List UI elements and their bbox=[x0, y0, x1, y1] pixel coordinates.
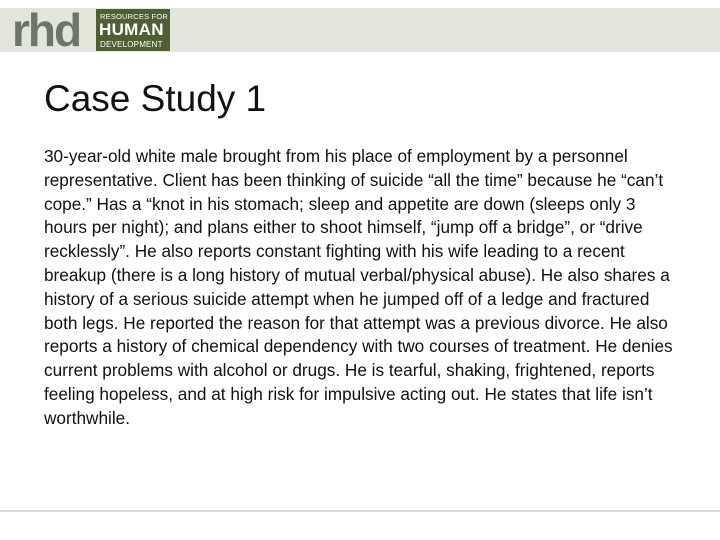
logo-line-1: RESOURCES FOR bbox=[100, 12, 169, 21]
logo-line-3: DEVELOPMENT bbox=[100, 40, 163, 49]
logo-wordmark bbox=[96, 9, 170, 51]
bottom-divider bbox=[0, 510, 720, 512]
logo-line-2: HUMAN bbox=[99, 20, 164, 39]
logo-mark: rhd bbox=[12, 4, 81, 56]
slide-body: 30-year-old white male brought from his place of employment by a personnel representative. Client has been thinking of suicide “all the time” because he “can’t cope.” Has a “knot in his stomach; sleep and appetite are down (sleeps only 3 hours per night); and plans either to shoot himself, “jump off a bridge”, or “drive recklessly”. He also reports constant fighting with his wife leading to a recent breakup (there is a long history of mutual verbal/physical abuse). He also shares a history of a serious suicide attempt when he jumped off of a ledge and fractured both legs. He reported the reason for that attempt was a previous divorce. He also reports a history of chemical dependency with two courses of treatment. He denies current problems with alcohol or drugs. He is tearful, shaking, frightened, reports feeling hopeless, and at high risk for impulsive acting out. He states that life isn’t worthwhile. bbox=[44, 146, 673, 428]
slide-title: Case Study 1 bbox=[44, 78, 267, 119]
